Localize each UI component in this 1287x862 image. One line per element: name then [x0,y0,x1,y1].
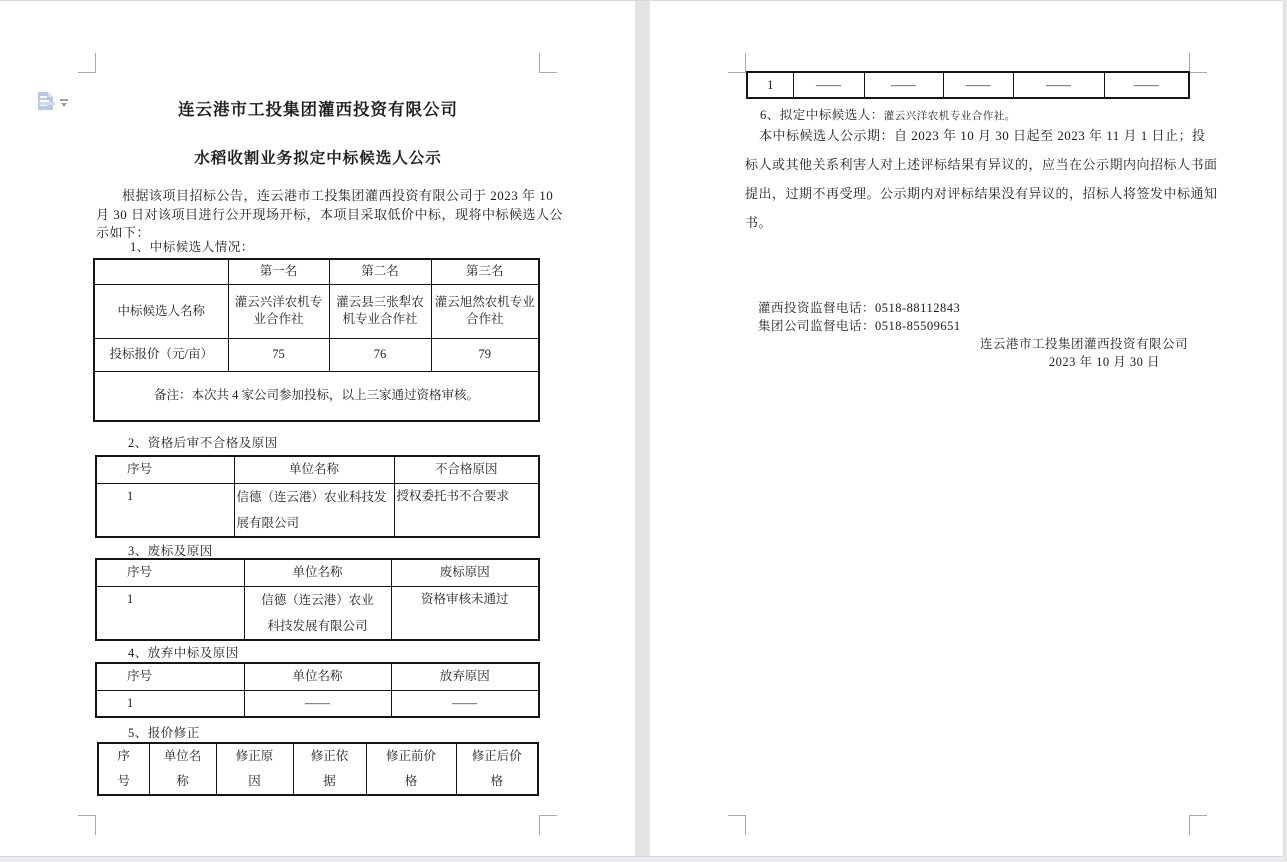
price-revision-table-row [746,71,1190,99]
table-cell: 1 [96,690,244,717]
table-cell [94,259,228,284]
document-page-1 [0,0,635,856]
table-cell: 信德（连云港）农业科技发展有限公司 [244,586,391,640]
crop-mark-icon [1189,815,1207,835]
column-header: 第二名 [329,259,431,284]
notice-line: 提出，过期不再受理。公示期内对评标结果没有异议的，招标人将签发中标通知 [745,186,1218,201]
column-header: 放弃原因 [391,663,539,690]
section-heading-5: 5、报价修正 [128,726,200,740]
column-header: 第一名 [228,259,329,284]
column-header: 单位名称 [244,663,391,690]
table-cell: 信德（连云港）农业科技发展有限公司 [234,483,394,537]
table-note: 备注：本次共 4 家公司参加投标，以上三家通过资格审核。 [94,371,539,421]
page-title: 连云港市工投集团灌西投资有限公司 [178,100,458,119]
column-header: 单位名称 [149,743,216,795]
column-header: 序号 [98,743,149,795]
crop-mark-icon [78,53,96,73]
table-cell: 75 [228,338,329,371]
intro-line: 根据该项目招标公告，连云港市工投集团灌西投资有限公司于 2023 年 10 [122,188,554,203]
page-subtitle: 水稻收割业务拟定中标候选人公示 [194,150,442,167]
intro-line: 示如下： [96,225,151,240]
unqualified-table [95,455,540,538]
column-header: 单位名称 [244,559,391,586]
crop-mark-icon [539,815,557,835]
notice-line: 标人或其他关系利害人对上述评标结果有异议的，应当在公示期内向招标人书面 [745,157,1218,172]
table-cell: 授权委托书不合要求 [394,483,539,537]
column-header: 废标原因 [391,559,539,586]
section-heading-6 [760,105,1016,123]
table-cell: 灌云旭然农机专业合作社 [431,284,539,338]
column-header: 修正后价格 [456,743,538,795]
column-header: 第三名 [431,259,539,284]
supervision-phone-2: 集团公司监督电话：0518-85509651 [758,319,961,333]
section-6-value: 灌云兴洋农机专业合作社。 [883,111,1016,122]
column-header: 修正前价格 [366,743,456,795]
table-cell: 资格审核未通过 [391,586,539,640]
table-cell: —— [1104,72,1189,98]
crop-mark-icon [539,53,557,73]
invalid-bid-table [95,558,540,641]
abandon-table [95,662,540,718]
candidates-table [93,258,540,422]
row-label: 投标报价（元/亩） [94,338,228,371]
notice-line: 本中标候选人公示期：自 2023 年 10 月 30 日起至 2023 年 11 月 1 日止；投 [759,128,1206,143]
crop-mark-icon [1189,53,1207,73]
intro-line: 月 30 日对该项目进行公开现场开标，本项目采取低价中标，现将中标候选人公 [96,207,564,222]
page-fold-corner [48,92,53,97]
table-cell: —— [864,72,943,98]
column-header: 修正原因 [216,743,293,795]
notice-line: 书。 [745,215,773,230]
table-cell: 1 [96,586,244,640]
section-heading-3: 3、废标及原因 [128,544,213,558]
signature-org: 连云港市工投集团灌西投资有限公司 [979,337,1188,351]
horizontal-scroll-track [0,856,1287,862]
signature-date: 2023 年 10 月 30 日 [1048,355,1160,369]
table-cell: 79 [431,338,539,371]
column-header: 修正依据 [293,743,366,795]
crop-mark-icon [78,815,96,835]
table-cell: 灌云县三张犁农机专业合作社 [329,284,431,338]
section-heading-2: 2、资格后审不合格及原因 [128,436,278,450]
column-header: 序号 [96,456,234,483]
paste-options-dropdown-arrow[interactable] [60,99,69,106]
column-header: 不合格原因 [394,456,539,483]
table-cell: 1 [96,483,234,537]
table-cell: —— [793,72,864,98]
table-cell: 灌云兴洋农机专业合作社 [228,284,329,338]
column-header: 单位名称 [234,456,394,483]
row-label: 中标候选人名称 [94,284,228,338]
table-cell: 1 [747,72,793,98]
window-top-border [0,0,1287,1]
table-cell: —— [391,690,539,717]
section-heading-1: 1、中标候选人情况： [130,240,254,254]
page-gap-strip [635,0,650,856]
column-header: 序号 [96,559,244,586]
paste-options-icon[interactable] [38,92,53,110]
crop-mark-icon [728,815,746,835]
column-header: 序号 [96,663,244,690]
crop-mark-icon [728,53,746,73]
vertical-scrollbar-track[interactable] [1282,0,1287,861]
table-cell: —— [244,690,391,717]
table-cell: —— [1013,72,1104,98]
chevron-down-icon [61,103,67,107]
section-6-label: 6、拟定中标候选人： [760,108,884,122]
section-heading-4: 4、放弃中标及原因 [128,646,239,660]
table-cell: —— [943,72,1013,98]
table-cell: 76 [329,338,431,371]
price-revision-table-header [97,742,539,796]
supervision-phone-1: 灌西投资监督电话：0518-88112843 [758,301,961,315]
